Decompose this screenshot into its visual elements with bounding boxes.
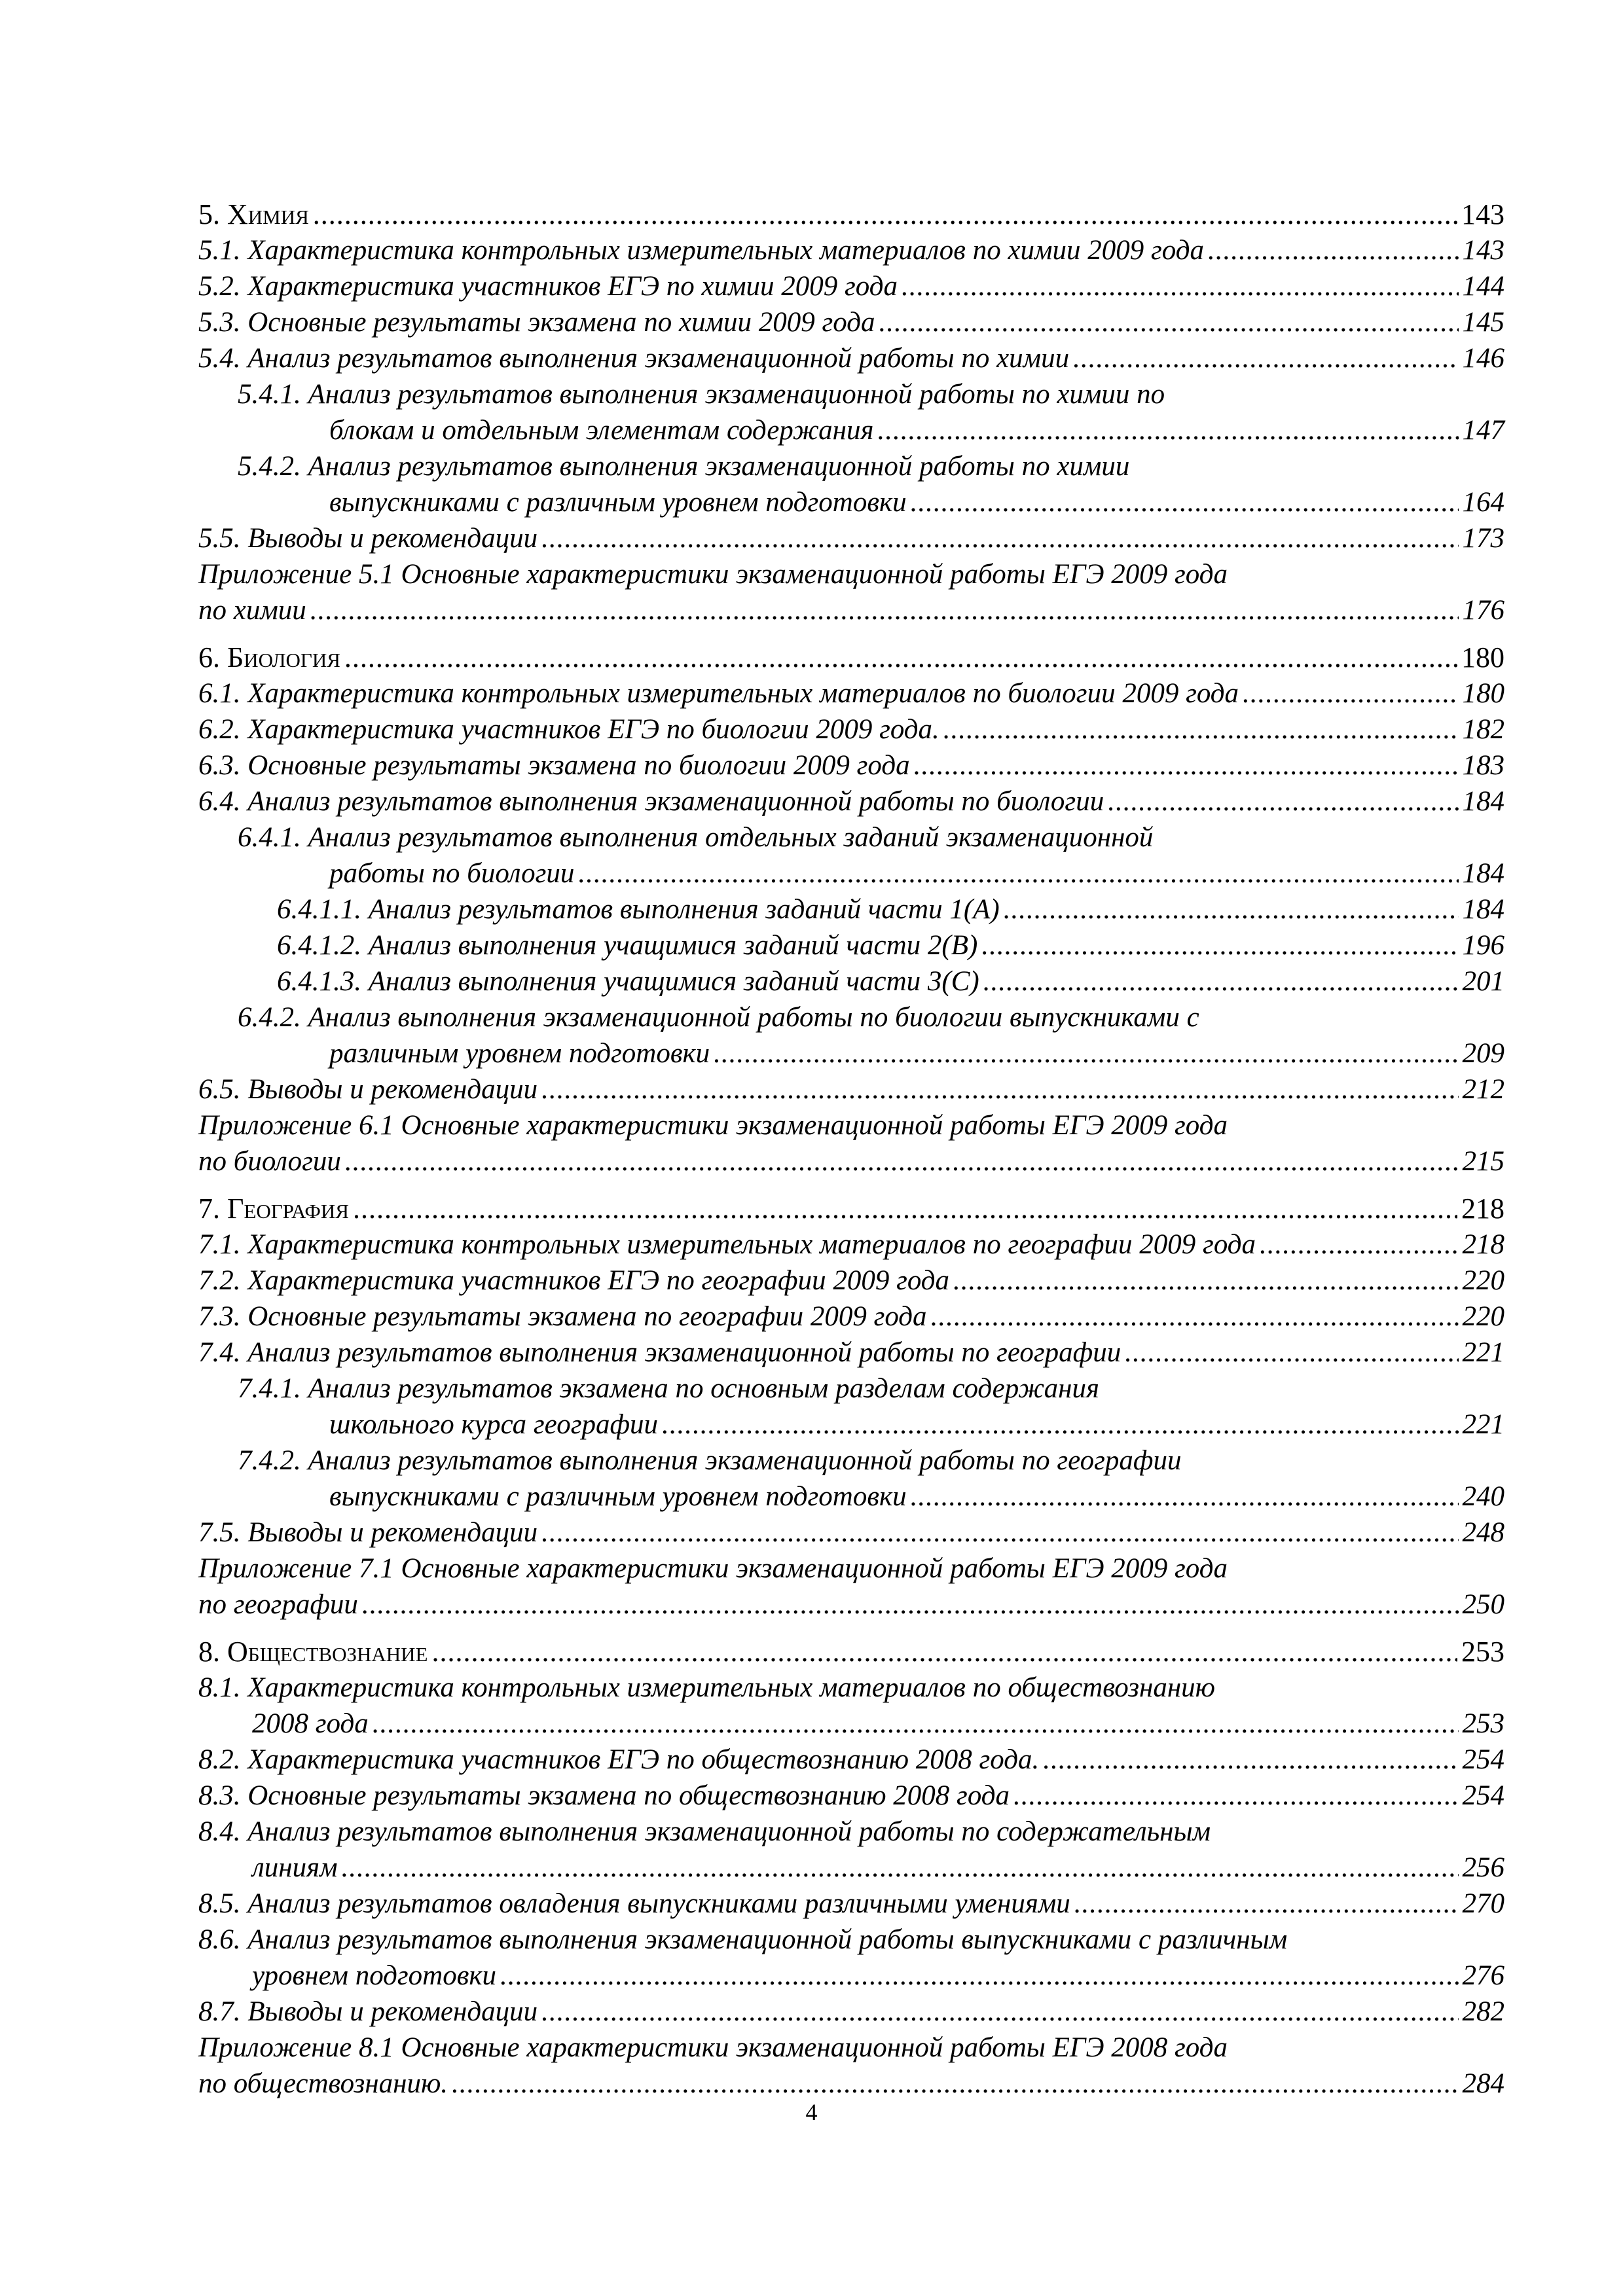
toc-line xyxy=(277,891,1504,927)
toc-page-number: 248 xyxy=(1462,1517,1504,1548)
toc-entry-title: выпускниками с различным уровнем подготовки xyxy=(329,1481,907,1512)
leader-dots xyxy=(373,1706,1459,1742)
leader-dots xyxy=(345,1143,1459,1179)
toc-line xyxy=(198,1587,1504,1623)
toc-line xyxy=(238,1479,1504,1515)
toc-page-number: 254 xyxy=(1462,1744,1504,1775)
toc-section[interactable] xyxy=(277,963,1504,999)
toc-entry-title: 8.5. Анализ результатов овладения выпускниками различными умениями xyxy=(198,1888,1070,1919)
toc-page-number: 147 xyxy=(1462,415,1504,446)
leader-dots xyxy=(953,1263,1458,1299)
toc-entry-title: 6.4.1.1. Анализ результатов выполнения заданий части 1(А) xyxy=(277,894,1000,925)
toc-entry-title: 8.3. Основные результаты экзамена по обществознанию 2008 года xyxy=(198,1780,1010,1811)
toc-section[interactable] xyxy=(198,304,1504,340)
toc-page-number: 201 xyxy=(1462,966,1504,997)
toc-line xyxy=(198,1742,1504,1778)
leader-dots xyxy=(500,1958,1458,1994)
toc-section[interactable] xyxy=(198,1299,1504,1335)
toc-line xyxy=(198,1886,1504,1922)
toc-section[interactable] xyxy=(198,783,1504,819)
toc-page-number: 184 xyxy=(1462,894,1504,925)
toc-entry-title: 5.2. Характеристика участников ЕГЭ по химии 2009 года xyxy=(198,271,898,302)
leader-dots xyxy=(902,268,1459,304)
toc-appendix[interactable] xyxy=(198,1107,1504,1179)
toc-section[interactable] xyxy=(198,1227,1504,1263)
toc-entry-title: 6.4.1.2. Анализ выполнения учащимися заданий части 2(В) xyxy=(277,930,978,961)
leader-dots xyxy=(362,1587,1459,1623)
toc-page-number: 270 xyxy=(1462,1888,1504,1919)
toc-page-number: 218 xyxy=(1461,1193,1504,1225)
toc-page-number: 220 xyxy=(1462,1301,1504,1332)
toc-line xyxy=(198,232,1504,268)
toc-page-number: 145 xyxy=(1462,307,1504,338)
toc-subsection[interactable] xyxy=(238,1371,1504,1443)
leader-dots xyxy=(1013,1778,1458,1814)
leader-dots xyxy=(431,1634,1457,1670)
toc-section[interactable] xyxy=(198,1922,1504,1994)
toc-entry-title: 8. Обществознание xyxy=(198,1636,428,1668)
toc-page-number: 180 xyxy=(1461,641,1504,673)
toc-subsection[interactable] xyxy=(238,376,1504,448)
toc-entry-title: 6.2. Характеристика участников ЕГЭ по биологии 2009 года. xyxy=(198,714,939,745)
toc-subsection[interactable] xyxy=(238,1443,1504,1515)
toc-page-number: 221 xyxy=(1462,1409,1504,1440)
toc-section[interactable] xyxy=(198,1886,1504,1922)
toc-entry-title: Приложение 7.1 Основные характеристики экзаменационной работы ЕГЭ 2009 года xyxy=(198,1553,1228,1584)
toc-entry-title: по химии xyxy=(198,595,306,626)
toc-entry-title: 6.4.1. Анализ результатов выполнения отдельных заданий экзаменационной xyxy=(238,822,1154,853)
toc-line xyxy=(238,484,1504,520)
toc-chapter[interactable] xyxy=(198,639,1504,675)
toc-entry-title: 6.4.1.3. Анализ выполнения учащимися заданий части 3(С) xyxy=(277,966,979,997)
toc-entry-title: 6.4.2. Анализ выполнения экзаменационной работы по биологии выпускниками с xyxy=(238,1002,1199,1033)
toc-appendix[interactable] xyxy=(198,1551,1504,1623)
leader-dots xyxy=(1108,783,1458,819)
toc-page-number: 284 xyxy=(1462,2068,1504,2099)
toc-line xyxy=(198,1634,1504,1670)
leader-dots xyxy=(310,592,1459,628)
toc-entry-title: 7.3. Основные результаты экзамена по географии 2009 года xyxy=(198,1301,927,1332)
toc-page-number: 183 xyxy=(1462,750,1504,781)
toc-page-number: 215 xyxy=(1462,1146,1504,1177)
leader-dots xyxy=(877,412,1458,448)
toc-chapter[interactable] xyxy=(198,196,1504,232)
toc-line xyxy=(198,1071,1504,1107)
toc-line xyxy=(198,747,1504,783)
toc-line xyxy=(198,1778,1504,1814)
toc-entry-title: 7. География xyxy=(198,1193,349,1225)
toc-entry-title: 7.1. Характеристика контрольных измерительных материалов по географии 2009 года xyxy=(198,1229,1256,1260)
leader-dots xyxy=(879,304,1459,340)
toc-entry-title: работы по биологии xyxy=(329,858,575,889)
toc-section[interactable] xyxy=(198,268,1504,304)
toc-entry-title: 6.4. Анализ результатов выполнения экзаменационной работы по биологии xyxy=(198,786,1104,817)
toc-page-number: 173 xyxy=(1462,523,1504,554)
toc-entry-title: 5.3. Основные результаты экзамена по химии 2009 года xyxy=(198,307,875,338)
leader-dots xyxy=(1004,891,1459,927)
toc-entry-title: 6. Биология xyxy=(198,641,340,673)
toc-entry-title: 8.4. Анализ результатов выполнения экзаменационной работы по содержательным xyxy=(198,1816,1211,1847)
toc-entry-title: 8.2. Характеристика участников ЕГЭ по обществознанию 2008 года. xyxy=(198,1744,1040,1775)
leader-dots xyxy=(452,2066,1458,2102)
leader-dots xyxy=(344,639,1457,675)
toc-line xyxy=(198,340,1504,376)
toc-line xyxy=(198,1850,1504,1886)
toc-chapter[interactable] xyxy=(198,1191,1504,1227)
leader-dots xyxy=(1243,675,1458,711)
toc-page-number: 196 xyxy=(1462,930,1504,961)
toc-section[interactable] xyxy=(198,1742,1504,1778)
toc-page-number: 180 xyxy=(1462,678,1504,709)
leader-dots xyxy=(353,1191,1457,1227)
toc-line xyxy=(198,592,1504,628)
toc-line xyxy=(198,675,1504,711)
toc-section[interactable] xyxy=(277,891,1504,927)
toc-line xyxy=(198,1706,1504,1742)
toc-page-number: 146 xyxy=(1462,343,1504,374)
toc-entry-title: Приложение 8.1 Основные характеристики экзаменационной работы ЕГЭ 2008 года xyxy=(198,2032,1228,2063)
toc-entry-title: школьного курса географии xyxy=(329,1409,658,1440)
toc-line xyxy=(198,1143,1504,1179)
toc-section[interactable] xyxy=(198,1071,1504,1107)
leader-dots xyxy=(541,1071,1458,1107)
toc-line xyxy=(198,639,1504,675)
toc-line xyxy=(277,963,1504,999)
toc-line xyxy=(238,1035,1504,1071)
toc-entry-title: 5.4. Анализ результатов выполнения экзаменационной работы по химии xyxy=(198,343,1070,374)
leader-dots xyxy=(1260,1227,1458,1263)
toc-line xyxy=(198,1958,1504,1994)
leader-dots xyxy=(578,855,1458,891)
toc-page-number: 144 xyxy=(1462,271,1504,302)
toc-page-number: 253 xyxy=(1461,1636,1504,1668)
toc-page-number: 250 xyxy=(1462,1589,1504,1620)
toc-entry-title: 8.1. Характеристика контрольных измерительных материалов по обществознанию xyxy=(198,1672,1215,1703)
toc-entry-title: 5.5. Выводы и рекомендации xyxy=(198,523,538,554)
toc-page-number: 221 xyxy=(1462,1337,1504,1368)
toc-page-number: 176 xyxy=(1462,595,1504,626)
leader-dots xyxy=(911,1479,1459,1515)
toc-entry-title: 6.1. Характеристика контрольных измерительных материалов по биологии 2009 года xyxy=(198,678,1239,709)
toc-subsection[interactable] xyxy=(238,999,1504,1071)
page-number: 4 xyxy=(805,2099,818,2125)
toc-entry-title: 7.4.1. Анализ результатов экзамена по основным разделам содержания xyxy=(238,1373,1099,1404)
toc-section[interactable] xyxy=(198,1814,1504,1886)
toc-section[interactable] xyxy=(198,1670,1504,1742)
toc-entry-title: 7.5. Выводы и рекомендации xyxy=(198,1517,538,1548)
toc-page-number: 164 xyxy=(1462,487,1504,518)
toc-line xyxy=(198,1515,1504,1551)
toc-page-number: 143 xyxy=(1462,235,1504,266)
toc-page-number: 184 xyxy=(1462,786,1504,817)
leader-dots xyxy=(662,1407,1459,1443)
toc-section[interactable] xyxy=(198,1263,1504,1299)
toc-page-number: 240 xyxy=(1462,1481,1504,1512)
toc-entry-title: 6.5. Выводы и рекомендации xyxy=(198,1074,538,1105)
toc-line xyxy=(198,1335,1504,1371)
toc-chapter[interactable] xyxy=(198,1634,1504,1670)
toc-page-number: 282 xyxy=(1462,1996,1504,2027)
toc-subsection[interactable] xyxy=(238,819,1504,891)
toc-line xyxy=(198,1191,1504,1227)
toc-page-number: 209 xyxy=(1462,1038,1504,1069)
toc-line xyxy=(198,268,1504,304)
toc-line xyxy=(198,1299,1504,1335)
toc-page-number: 218 xyxy=(1462,1229,1504,1260)
toc-page-number: 256 xyxy=(1462,1852,1504,1883)
toc-line xyxy=(238,1407,1504,1443)
toc-section[interactable] xyxy=(198,340,1504,376)
toc-section[interactable] xyxy=(198,1515,1504,1551)
toc-appendix[interactable] xyxy=(198,556,1504,628)
toc-line xyxy=(198,196,1504,232)
leader-dots xyxy=(1043,1742,1458,1778)
leader-dots xyxy=(1074,1886,1459,1922)
leader-dots xyxy=(541,1994,1458,2030)
toc-entry-title: 6.3. Основные результаты экзамена по биологии 2009 года xyxy=(198,750,910,781)
toc-page-number: 254 xyxy=(1462,1780,1504,1811)
toc-section[interactable] xyxy=(198,711,1504,747)
toc-entry-title: 5.4.1. Анализ результатов выполнения экзаменационной работы по химии по xyxy=(238,379,1165,410)
toc-entry-title: 7.2. Характеристика участников ЕГЭ по географии 2009 года xyxy=(198,1265,950,1296)
toc-entry-title: 5.1. Характеристика контрольных измерительных материалов по химии 2009 года xyxy=(198,235,1204,266)
toc-entry-title: 8.7. Выводы и рекомендации xyxy=(198,1996,538,2027)
toc-entry-title: 2008 года xyxy=(252,1708,369,1739)
toc-entry-title: 5.4.2. Анализ результатов выполнения экзаменационной работы по химии xyxy=(238,451,1130,482)
leader-dots xyxy=(541,520,1458,556)
toc-line xyxy=(198,1994,1504,2030)
toc-entry-title: выпускниками с различным уровнем подготовки xyxy=(329,487,907,518)
toc-entry-title: по биологии xyxy=(198,1146,341,1177)
toc-page-number: 184 xyxy=(1462,858,1504,889)
toc-section[interactable] xyxy=(277,927,1504,963)
toc-line xyxy=(198,1263,1504,1299)
leader-dots xyxy=(943,711,1459,747)
leader-dots xyxy=(1208,232,1459,268)
toc-entry-title: 5. Химия xyxy=(198,198,309,230)
toc-entry-title: блокам и отдельным элементам содержания xyxy=(329,415,874,446)
leader-dots xyxy=(981,927,1458,963)
toc-line xyxy=(198,2066,1504,2102)
toc-entry-title: Приложение 6.1 Основные характеристики экзаменационной работы ЕГЭ 2009 года xyxy=(198,1110,1228,1141)
toc-line xyxy=(198,711,1504,747)
toc-section[interactable] xyxy=(198,675,1504,711)
toc-line xyxy=(198,783,1504,819)
toc-section[interactable] xyxy=(198,1335,1504,1371)
toc-page-number: 220 xyxy=(1462,1265,1504,1296)
toc-section[interactable] xyxy=(198,232,1504,268)
leader-dots xyxy=(313,196,1457,232)
leader-dots xyxy=(931,1299,1459,1335)
toc-section[interactable] xyxy=(198,520,1504,556)
toc-page-number: 253 xyxy=(1462,1708,1504,1739)
toc-line xyxy=(198,520,1504,556)
toc-entry-title: линиям xyxy=(252,1852,338,1883)
leader-dots xyxy=(541,1515,1458,1551)
leader-dots xyxy=(1073,340,1458,376)
toc-line xyxy=(238,855,1504,891)
leader-dots xyxy=(342,1850,1459,1886)
toc-page-number: 143 xyxy=(1461,198,1504,230)
leader-dots xyxy=(914,747,1459,783)
leader-dots xyxy=(983,963,1459,999)
toc-entry-title: 7.4.2. Анализ результатов выполнения экзаменационной работы по географии xyxy=(238,1445,1182,1476)
toc-section[interactable] xyxy=(198,1778,1504,1814)
toc-entry-title: Приложение 5.1 Основные характеристики экзаменационной работы ЕГЭ 2009 года xyxy=(198,559,1228,590)
toc-line xyxy=(238,412,1504,448)
toc-entry-title: по географии xyxy=(198,1589,358,1620)
toc-section[interactable] xyxy=(198,1994,1504,2030)
toc-line xyxy=(277,927,1504,963)
leader-dots xyxy=(911,484,1459,520)
table-of-contents xyxy=(198,196,1504,2102)
toc-entry-title: 8.6. Анализ результатов выполнения экзаменационной работы выпускниками с различным xyxy=(198,1924,1288,1955)
toc-entry-title: по обществознанию. xyxy=(198,2068,448,2099)
toc-entry-title: 7.4. Анализ результатов выполнения экзаменационной работы по географии xyxy=(198,1337,1122,1368)
leader-dots xyxy=(1125,1335,1458,1371)
toc-line xyxy=(198,1227,1504,1263)
toc-line xyxy=(198,304,1504,340)
toc-section[interactable] xyxy=(198,747,1504,783)
toc-entry-title: различным уровнем подготовки xyxy=(329,1038,710,1069)
toc-page-number: 276 xyxy=(1462,1960,1504,1991)
leader-dots xyxy=(714,1035,1458,1071)
toc-entry-title: уровнем подготовки xyxy=(252,1960,497,1991)
toc-page-number: 212 xyxy=(1462,1074,1504,1105)
toc-page-number: 182 xyxy=(1462,714,1504,745)
toc-appendix[interactable] xyxy=(198,2030,1504,2102)
toc-subsection[interactable] xyxy=(238,448,1504,520)
